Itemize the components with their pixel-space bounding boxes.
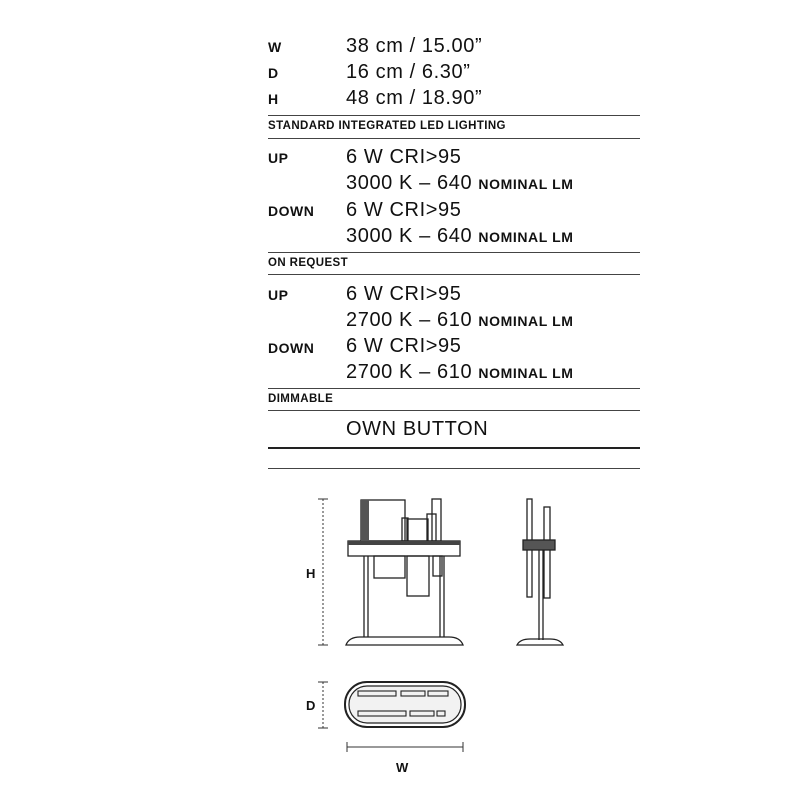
width-label: W [268, 39, 282, 55]
standard-down-power: 6 W CRI>95 [346, 199, 462, 221]
side-view [517, 499, 563, 645]
drawing-depth-label: D [306, 698, 316, 713]
lamp-base-shadow [348, 541, 460, 545]
drawing-width-label: W [396, 760, 409, 775]
dimmable-heading: DIMMABLE [268, 393, 334, 405]
standard-down-lumen: 3000 K – 640 NOMINAL LM [346, 225, 574, 247]
depth-value: 16 cm / 6.30” [346, 61, 471, 83]
height-dimension-line [318, 499, 328, 645]
on-request-heading: ON REQUEST [268, 257, 349, 269]
width-dimension-line [347, 742, 463, 752]
height-value: 48 cm / 18.90” [346, 87, 483, 109]
lamp-shade-shadow [361, 500, 369, 541]
standard-up-label: UP [268, 150, 289, 166]
standard-heading: STANDARD INTEGRATED LED LIGHTING [268, 120, 506, 132]
width-value: 38 cm / 15.00” [346, 35, 483, 57]
request-up-lumen: 2700 K – 610 NOMINAL LM [346, 309, 574, 331]
request-up-label: UP [268, 287, 289, 303]
request-down-power: 6 W CRI>95 [346, 335, 462, 357]
dimmable-value: OWN BUTTON [346, 418, 489, 440]
height-label: H [268, 91, 279, 107]
request-down-lumen: 2700 K – 610 NOMINAL LM [346, 361, 574, 383]
depth-label: D [268, 65, 279, 81]
standard-down-label: DOWN [268, 203, 315, 219]
depth-dimension-line [318, 682, 328, 728]
request-down-label: DOWN [268, 340, 315, 356]
standard-up-lumen: 3000 K – 640 NOMINAL LM [346, 172, 574, 194]
request-up-power: 6 W CRI>95 [346, 283, 462, 305]
drawing-height-label: H [306, 566, 316, 581]
standard-up-power: 6 W CRI>95 [346, 146, 462, 168]
top-view [345, 682, 465, 727]
